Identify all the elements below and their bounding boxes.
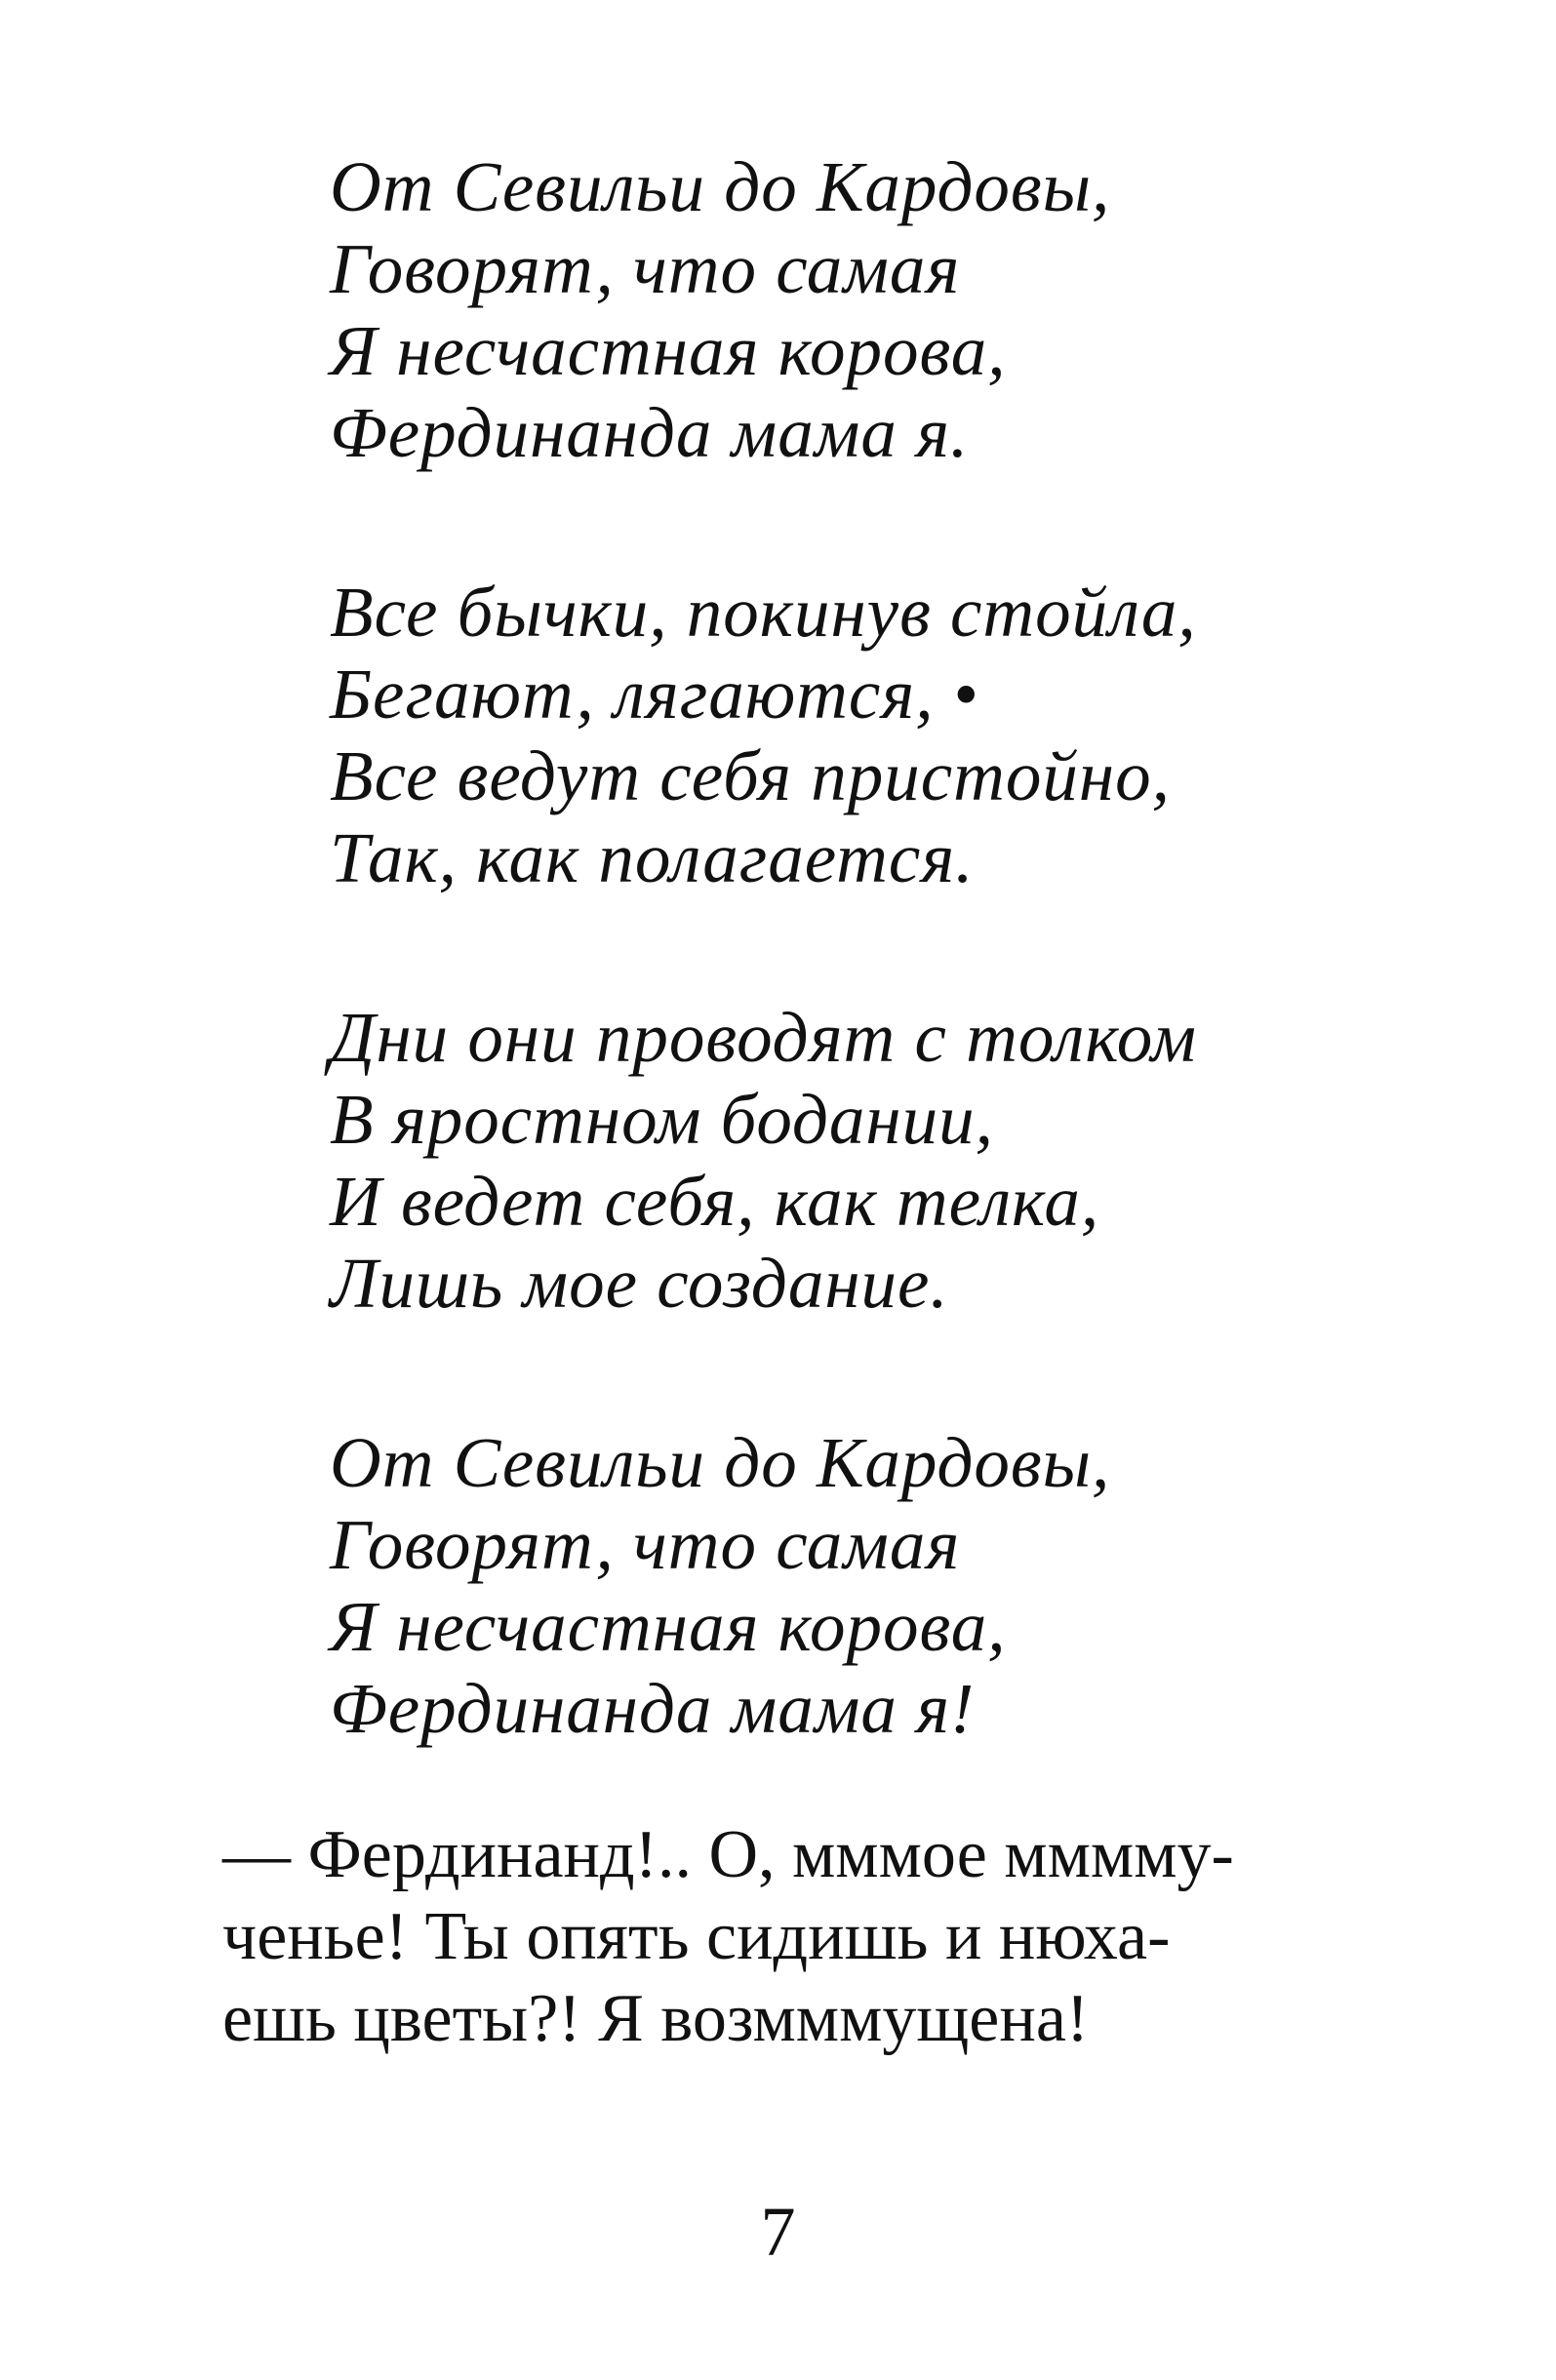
poem-line: Фердинанда мама я! xyxy=(330,1669,976,1748)
poem-line: Говорят, что самая xyxy=(330,229,961,308)
poem-line: В яростном бодании, xyxy=(330,1080,994,1159)
stanza-2 xyxy=(330,572,1422,899)
poem-line: Все бычки, покинув стойла, xyxy=(330,573,1197,652)
poem-line: От Севильи до Кардовы, xyxy=(330,1423,1111,1502)
poem-line: Дни они проводят с толком xyxy=(330,998,1198,1077)
prose-line: ченье! Ты опять сидишь и нюха- xyxy=(222,1899,1171,1974)
poem-line: От Севильи до Кардовы, xyxy=(330,147,1111,226)
prose-line: — Фердинанд!.. О, мммое мммму- xyxy=(222,1817,1234,1892)
poem xyxy=(330,146,1422,1750)
poem-line: Бегают, лягаются, • xyxy=(330,654,979,734)
page-number: 7 xyxy=(760,2193,796,2271)
poem-line: Так, как полагается. xyxy=(330,818,975,897)
poem-line: Я несчастная корова, xyxy=(330,311,1007,390)
stanza-4 xyxy=(330,1422,1422,1750)
prose-paragraph xyxy=(222,1814,1364,2060)
poem-line: Все ведут себя пристойно, xyxy=(330,736,1171,815)
stanza-3 xyxy=(330,997,1422,1325)
poem-line: Я несчастная корова, xyxy=(330,1587,1007,1666)
stanza-1 xyxy=(330,146,1422,474)
poem-line: Лишь мое создание. xyxy=(330,1244,949,1323)
prose-line: ешь цветы?! Я возмммущена! xyxy=(222,1981,1090,2056)
poem-line: Фердинанда мама я. xyxy=(330,393,970,472)
poem-line: И ведет себя, как телка, xyxy=(330,1162,1100,1241)
poem-line: Говорят, что самая xyxy=(330,1505,961,1584)
